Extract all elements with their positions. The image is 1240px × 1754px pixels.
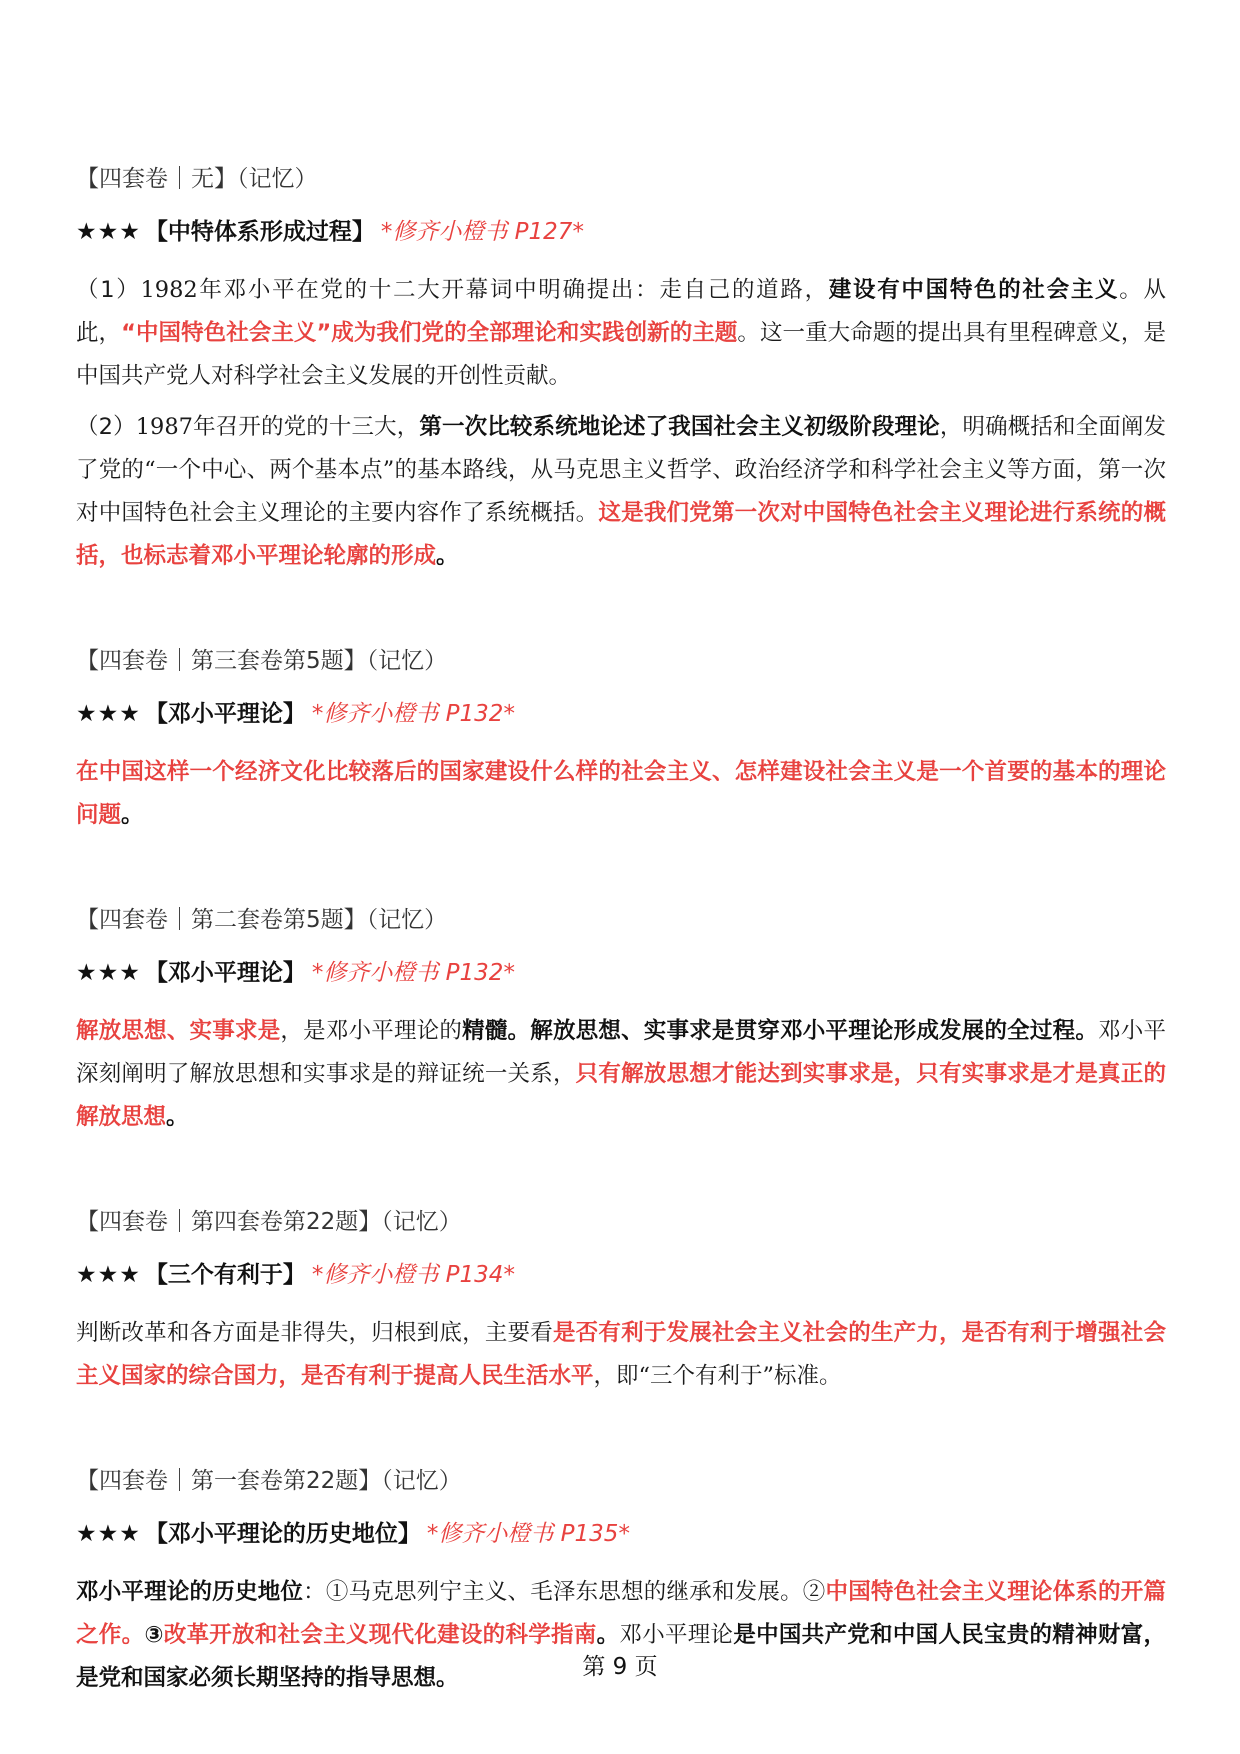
- importance-stars: ★★★: [76, 1521, 141, 1547]
- emphasis-text: 精髓。解放思想、实事求是贯穿邓小平理论形成发展的全过程。: [462, 1018, 1099, 1044]
- topic-heading: [76, 1517, 1166, 1551]
- key-point-highlight: 改革开放和社会主义现代化建设的科学指南: [163, 1622, 597, 1648]
- body-paragraph: [76, 1010, 1166, 1139]
- question-section: [76, 644, 1166, 837]
- topic-title: 【邓小平理论的历史地位】: [144, 1521, 421, 1547]
- key-point-highlight: 是否有利于发展社会主义社会的生产力，是否有利于增强社会主义国家的综合国力，是否有利于提高人民生活水平: [76, 1320, 1166, 1389]
- key-point-highlight: 这是我们党第一次对中国特色社会主义理论进行系统的概括，也标志着邓小平理论轮廓的形成: [76, 500, 1166, 569]
- page-number: 第 9 页: [582, 1654, 658, 1680]
- topic-title: 【三个有利于】: [144, 1262, 306, 1288]
- emphasis-text: 第一次比较系统地论述了我国社会主义初级阶段理论: [419, 414, 940, 440]
- body-text: 1982年邓小平在党的十二大开幕词中明确提出：走自己的道路，: [140, 277, 829, 303]
- body-text: 判断改革和各方面是非得失，归根到底，主要看: [76, 1320, 553, 1346]
- topic-title: 【邓小平理论】: [144, 960, 306, 986]
- body-paragraph: [76, 269, 1166, 398]
- key-point-highlight: 只有解放思想才能达到实事求是，只有实事求是才是真正的解放思想: [76, 1061, 1166, 1130]
- source-tag: 【四套卷｜第三套卷第5题】（记忆）: [76, 648, 448, 674]
- body-paragraph: [76, 406, 1166, 578]
- source-tag: 【四套卷｜第四套卷第22题】（记忆）: [76, 1209, 462, 1235]
- importance-stars: ★★★: [76, 960, 141, 986]
- key-point-highlight: “中国特色社会主义”成为我们党的全部理论和实践创新的主题: [121, 320, 738, 346]
- key-point-highlight: 中国特色社会主义理论体系的开篇之作。: [76, 1579, 1166, 1648]
- topic-heading: [76, 215, 1166, 249]
- book-reference: *修齐小橙书 P132*: [311, 960, 515, 986]
- importance-stars: ★★★: [76, 701, 141, 727]
- question-section: [76, 162, 1166, 578]
- emphasis-text: 。: [596, 1622, 620, 1648]
- body-text: ，即“三个有利于”标准。: [593, 1363, 842, 1389]
- body-text: ：①马克思列宁主义、毛泽东思想的继承和发展。②: [303, 1579, 826, 1605]
- body-text: ，是邓小平理论的: [280, 1018, 463, 1044]
- page-content: [76, 162, 1166, 1700]
- body-paragraph: [76, 1312, 1166, 1398]
- body-text: （2）: [76, 414, 136, 440]
- question-section: [76, 1205, 1166, 1398]
- book-reference: *修齐小橙书 P134*: [311, 1262, 515, 1288]
- body-text: ，明确概括和全面阐发了党的“一个中心、两个基本点”的基本路线，从马克思主义哲学、政治经济学和科学社会主义等方面，第一次对中国特色社会主义理论的主要内容作了系统概括。: [76, 414, 1166, 526]
- body-text: （1）: [76, 277, 141, 303]
- body-text: 。这一重大命题的提出具有里程碑意义，是中国共产党人对科学社会主义发展的开创性贡献。: [76, 320, 1166, 389]
- emphasis-text: 。: [121, 802, 144, 828]
- key-point-highlight: 在中国这样一个经济文化比较落后的国家建设什么样的社会主义、怎样建设社会主义是一个首要的基本的理论问题: [76, 759, 1166, 828]
- importance-stars: ★★★: [76, 1262, 141, 1288]
- emphasis-text: 。: [166, 1104, 189, 1130]
- book-reference: *修齐小橙书 P132*: [311, 701, 515, 727]
- source-tag: 【四套卷｜无】（记忆）: [76, 166, 318, 192]
- topic-title: 【中特体系形成过程】: [144, 219, 375, 245]
- topic-title: 【邓小平理论】: [144, 701, 306, 727]
- source-tag: 【四套卷｜第一套卷第22题】（记忆）: [76, 1468, 462, 1494]
- topic-heading: [76, 697, 1166, 731]
- importance-stars: ★★★: [76, 219, 141, 245]
- topic-heading: [76, 1258, 1166, 1292]
- body-text: 。从此，: [76, 277, 1166, 346]
- emphasis-text: 是中国共产党和中国人民宝贵的精神财富，是党和国家必须长期坚持的指导思想。: [76, 1622, 1166, 1691]
- body-text: 1987年召开的党的十三大，: [135, 414, 420, 440]
- body-paragraph: [76, 751, 1166, 837]
- book-reference: *修齐小橙书 P127*: [380, 219, 584, 245]
- emphasis-text: 邓小平理论的历史地位: [76, 1579, 304, 1605]
- body-text: 邓小平深刻阐明了解放思想和实事求是的辩证统一关系，: [76, 1018, 1166, 1087]
- book-reference: *修齐小橙书 P135*: [426, 1521, 630, 1547]
- key-point-highlight: 解放思想、实事求是: [76, 1018, 281, 1044]
- emphasis-text: 建设有中国特色的社会主义: [828, 277, 1120, 303]
- emphasis-text: ③: [144, 1622, 164, 1648]
- source-tag: 【四套卷｜第二套卷第5题】（记忆）: [76, 907, 448, 933]
- body-text: 邓小平理论: [619, 1622, 734, 1648]
- emphasis-text: 。: [436, 543, 459, 569]
- question-section: [76, 903, 1166, 1139]
- topic-heading: [76, 956, 1166, 990]
